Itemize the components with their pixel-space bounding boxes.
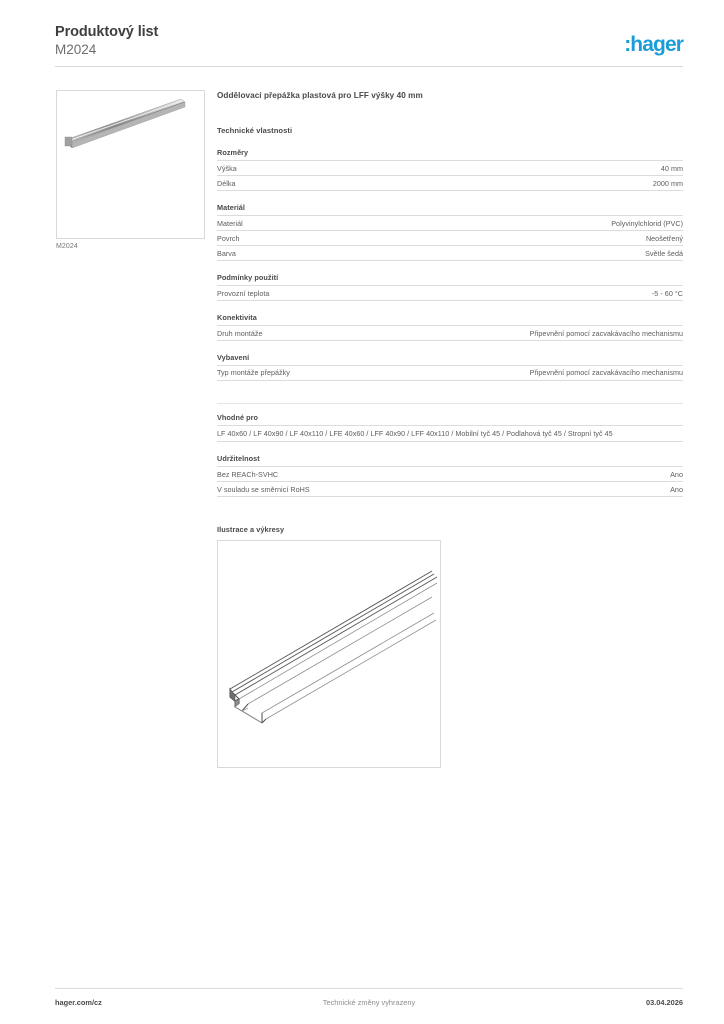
spec-table <box>217 466 683 497</box>
thumbnail-caption: M2024 <box>56 243 78 250</box>
suitable-for-value: LF 40x60 / LF 40x90 / LF 40x110 / LFE 40x60 / LFF 40x90 / LFF 40x110 / Mobilní tyč 45 / Podlahová tyč 45 / Stropní tyč 45 <box>217 425 683 442</box>
spec-group-title: Rozměry <box>217 148 249 157</box>
spec-table <box>217 365 683 381</box>
technical-drawing-box <box>217 540 441 768</box>
spec-label: Povrch <box>217 233 240 243</box>
page-title: Produktový list <box>55 24 159 40</box>
spec-value: -5 - 60 °C <box>651 288 683 298</box>
spec-group-podminky-pouziti <box>217 273 683 301</box>
spec-label: Provozní teplota <box>217 288 270 298</box>
table-row <box>217 245 683 260</box>
footer-website-link[interactable]: hager.com/cz <box>55 998 102 1007</box>
page-footer <box>55 996 683 1010</box>
spec-label: Bez REACh-SVHC <box>217 469 279 479</box>
spec-value: Připevnění pomocí zacvakávacího mechanismu <box>529 328 683 338</box>
illustrations-section <box>217 525 683 768</box>
spec-label: Barva <box>217 248 236 258</box>
table-row <box>217 325 683 340</box>
spec-table <box>217 285 683 301</box>
spec-label: Výška <box>217 163 237 173</box>
spec-value: Polyvinylchlorid (PVC) <box>611 218 683 228</box>
product-thumbnail <box>56 90 205 239</box>
main-content <box>217 90 683 768</box>
table-row <box>217 175 683 190</box>
spec-group-title: Udržitelnost <box>217 454 260 464</box>
spec-value: 2000 mm <box>652 178 683 188</box>
section-divider <box>217 403 683 404</box>
technical-properties-title: Technické vlastnosti <box>217 126 293 135</box>
footer-disclaimer: Technické změny vyhrazeny <box>322 998 416 1007</box>
spec-label: Materiál <box>217 218 243 228</box>
table-row <box>217 230 683 245</box>
illustrations-title: Ilustrace a výkresy <box>217 525 285 535</box>
table-row <box>217 482 683 497</box>
header-divider <box>55 66 683 67</box>
spec-label: Délka <box>217 178 236 188</box>
table-row <box>217 285 683 300</box>
spec-group-title: Podmínky použití <box>217 272 279 282</box>
spec-group-title: Konektivita <box>217 312 257 322</box>
footer-divider <box>55 988 683 989</box>
product-description: Oddělovací přepážka plastová pro LFF výšky 40 mm <box>217 91 423 100</box>
spec-label: Druh montáže <box>217 328 263 338</box>
spec-value: Světle šedá <box>645 248 683 258</box>
spec-group-rozmery <box>217 148 683 191</box>
hager-logo: :hager <box>624 33 683 56</box>
table-row <box>217 467 683 482</box>
spec-group-material <box>217 203 683 261</box>
spec-group-title: Vybavení <box>217 352 250 362</box>
page-header <box>55 24 683 68</box>
spec-table <box>217 160 683 191</box>
technical-line-drawing-icon <box>218 541 440 767</box>
footer-date: 03.04.2026 <box>646 998 683 1007</box>
table-row <box>217 161 683 176</box>
table-row <box>217 365 683 380</box>
spec-group-udrzitelnost <box>217 454 683 497</box>
spec-value: Ano <box>670 484 683 494</box>
spec-value: 40 mm <box>660 163 683 173</box>
spec-group-title: Vhodné pro <box>217 412 259 422</box>
product-reference: M2024 <box>55 42 97 57</box>
spec-value: Připevnění pomocí zacvakávacího mechanismu <box>529 368 683 378</box>
spec-table <box>217 215 683 261</box>
spec-label: Typ montáže přepážky <box>217 368 290 378</box>
spec-value: Ano <box>670 469 683 479</box>
spec-group-vhodne-pro <box>217 413 683 442</box>
spec-group-vybaveni <box>217 353 683 381</box>
product-photo-rail-icon <box>57 91 204 238</box>
table-row <box>217 215 683 230</box>
spec-label: V souladu se směrnicí RoHS <box>217 484 310 494</box>
spec-group-konektivita <box>217 313 683 341</box>
spec-table <box>217 325 683 341</box>
spec-value: Neošetřený <box>645 233 683 243</box>
spec-group-title: Materiál <box>217 202 245 212</box>
